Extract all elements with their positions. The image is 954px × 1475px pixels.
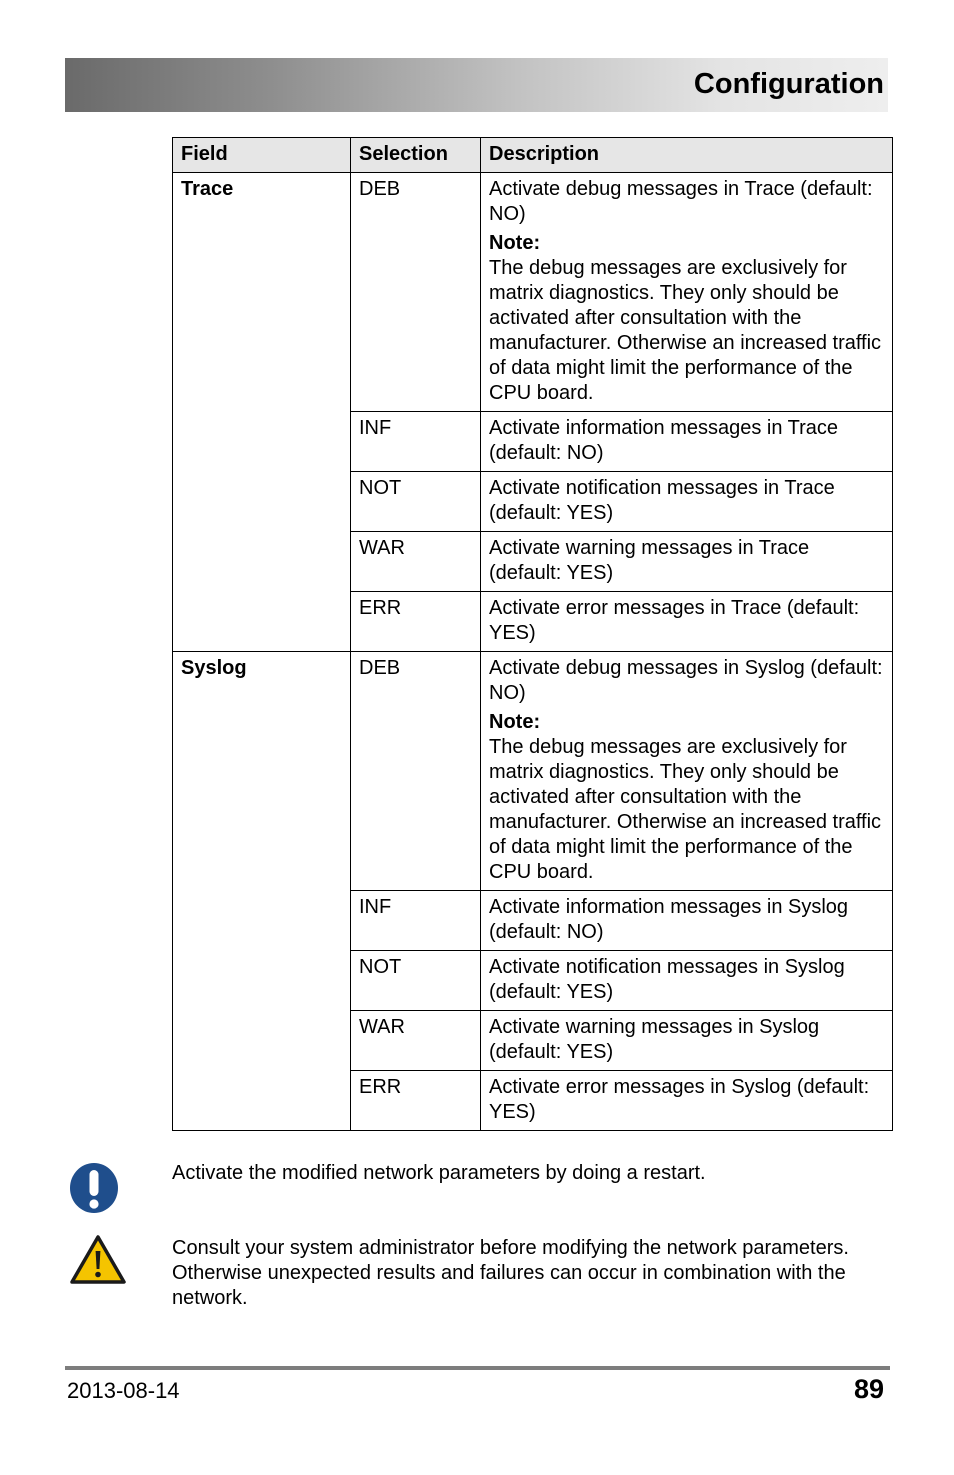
selection-cell: WAR bbox=[351, 1011, 481, 1071]
configuration-table bbox=[172, 137, 893, 1131]
network-warning-text: Consult your system administrator before modifying the network parameters. Otherwise unexpected results and failures can occur in combination with the network. bbox=[172, 1237, 849, 1309]
selection-cell: ERR bbox=[351, 592, 481, 652]
description-text: Activate debug messages in Syslog (default: NO) bbox=[489, 657, 883, 704]
description-cell: Activate information messages in Syslog (default: NO) bbox=[481, 891, 893, 951]
note-label: Note: bbox=[489, 711, 541, 733]
selection-cell: ERR bbox=[351, 1071, 481, 1131]
column-header-description: Description bbox=[481, 138, 893, 173]
description-cell: Activate error messages in Syslog (default: YES) bbox=[481, 1071, 893, 1131]
selection-cell: DEB bbox=[351, 173, 481, 412]
table-header-row bbox=[173, 138, 893, 173]
note-label: Note: bbox=[489, 232, 541, 254]
footer-date: 2013-08-14 bbox=[67, 1378, 180, 1403]
selection-cell: NOT bbox=[351, 472, 481, 532]
description-cell bbox=[481, 652, 893, 891]
exclamation-circle-icon bbox=[69, 1162, 119, 1219]
selection-cell: INF bbox=[351, 412, 481, 472]
column-header-field: Field bbox=[173, 138, 351, 173]
selection-cell: WAR bbox=[351, 532, 481, 592]
table-row bbox=[173, 652, 893, 891]
page-header-bar bbox=[65, 58, 888, 112]
selection-cell: INF bbox=[351, 891, 481, 951]
footer-divider bbox=[65, 1366, 890, 1370]
column-header-selection: Selection bbox=[351, 138, 481, 173]
field-cell-syslog: Syslog bbox=[173, 652, 351, 1131]
warning-triangle-icon bbox=[69, 1234, 127, 1291]
description-cell: Activate warning messages in Syslog (default: YES) bbox=[481, 1011, 893, 1071]
note-text: The debug messages are exclusively for matrix diagnostics. They only should be activated after consultation with the manufacturer. Otherwise an increased traffic of data might limit the performance of the CPU board. bbox=[489, 736, 882, 883]
page-number: 89 bbox=[853, 1374, 884, 1404]
table-row bbox=[173, 173, 893, 412]
description-cell: Activate notification messages in Trace (default: YES) bbox=[481, 472, 893, 532]
restart-notice-text: Activate the modified network parameters by doing a restart. bbox=[172, 1162, 706, 1184]
description-cell: Activate error messages in Trace (default: YES) bbox=[481, 592, 893, 652]
note-text: The debug messages are exclusively for matrix diagnostics. They only should be activated after consultation with the manufacturer. Otherwise an increased traffic of data might limit the performance of the CPU board. bbox=[489, 257, 882, 404]
description-cell bbox=[481, 173, 893, 412]
description-cell: Activate information messages in Trace (default: NO) bbox=[481, 412, 893, 472]
field-cell-trace: Trace bbox=[173, 173, 351, 652]
selection-cell: DEB bbox=[351, 652, 481, 891]
selection-cell: NOT bbox=[351, 951, 481, 1011]
page-title: Configuration bbox=[693, 68, 884, 100]
description-text: Activate debug messages in Trace (default: NO) bbox=[489, 178, 873, 225]
description-cell: Activate warning messages in Trace (default: YES) bbox=[481, 532, 893, 592]
description-cell: Activate notification messages in Syslog (default: YES) bbox=[481, 951, 893, 1011]
